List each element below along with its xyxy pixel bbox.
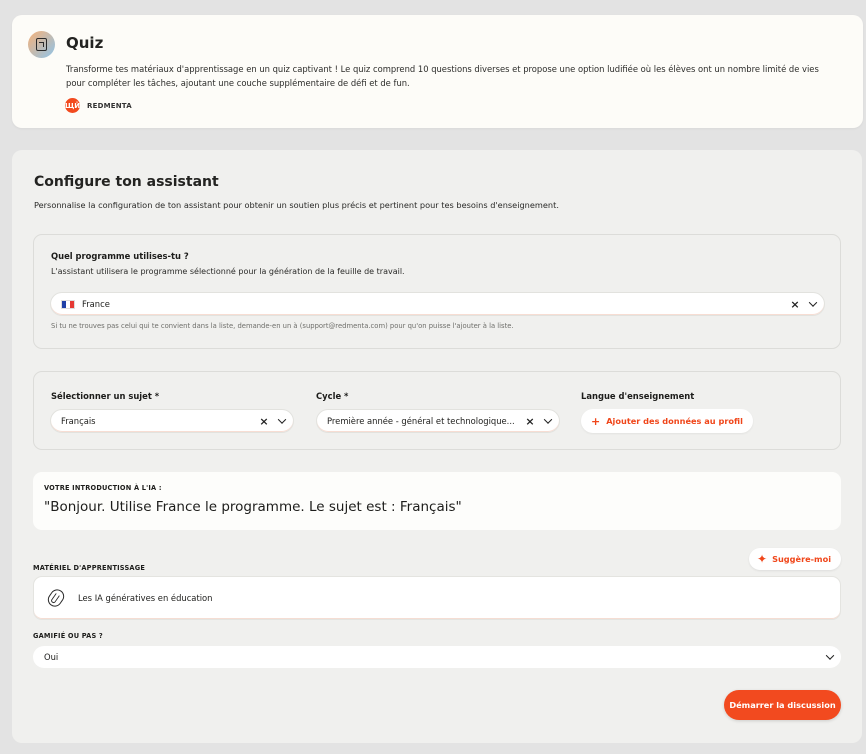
clear-icon[interactable]: × bbox=[790, 297, 800, 311]
config-title: Configure ton assistant bbox=[34, 174, 219, 190]
gamify-selected-value: Oui bbox=[44, 652, 59, 662]
add-profile-data-button[interactable] bbox=[581, 409, 753, 433]
chevron-down-icon[interactable] bbox=[819, 646, 841, 668]
gamify-label: GAMIFIÉ OU PAS ? bbox=[33, 632, 103, 640]
chevron-down-icon[interactable] bbox=[537, 410, 559, 432]
france-flag-icon bbox=[61, 300, 75, 309]
chevron-down-icon[interactable] bbox=[802, 293, 824, 315]
material-label: MATÉRIEL D'APPRENTISSAGE bbox=[33, 564, 146, 572]
intro-card bbox=[33, 472, 841, 530]
cycle-label: Cycle * bbox=[316, 391, 349, 401]
material-input[interactable] bbox=[33, 576, 841, 620]
quiz-card bbox=[12, 15, 863, 128]
material-value: Les IA génératives en éducation bbox=[78, 593, 213, 603]
suggest-label: Suggère-moi bbox=[772, 554, 832, 564]
program-description: L'assistant utilisera le programme sélectionné pour la génération de la feuille de travail. bbox=[51, 267, 405, 276]
redmenta-logo-icon: ЩЙ bbox=[65, 98, 80, 113]
subject-label: Sélectionner un sujet * bbox=[51, 391, 160, 401]
chevron-down-icon[interactable] bbox=[271, 410, 293, 432]
program-selected-value: France bbox=[82, 299, 110, 309]
brand[interactable] bbox=[65, 98, 132, 113]
paperclip-icon[interactable] bbox=[45, 587, 67, 610]
program-select[interactable] bbox=[50, 292, 825, 316]
subject-section bbox=[33, 371, 841, 450]
program-hint: Si tu ne trouves pas celui qui te convient dans la liste, demande-en un à (support@redmenta.com) pour qu'on puisse l'ajouter à la liste. bbox=[51, 322, 514, 330]
start-discussion-button[interactable]: Démarrer la discussion bbox=[724, 690, 841, 720]
language-label: Langue d'enseignement bbox=[581, 391, 695, 401]
program-section bbox=[33, 234, 841, 349]
subject-select[interactable] bbox=[50, 409, 294, 433]
quiz-description: Transforme tes matériaux d'apprentissage en un quiz captivant ! Le quiz comprend 10 questions diverses et propose une option ludifiée où les élèves ont un nombre limité de vies pour compléter les tâches, ajoutant une couche supplémentaire de défi et de fun. bbox=[66, 64, 819, 88]
add-profile-data-label: Ajouter des données au profil bbox=[606, 416, 743, 426]
clear-icon[interactable]: × bbox=[525, 414, 535, 428]
subject-selected-value: Français bbox=[61, 416, 96, 426]
sparkle-icon: ✦ bbox=[757, 552, 768, 566]
quiz-icon bbox=[28, 31, 55, 58]
config-panel bbox=[12, 150, 862, 743]
intro-text: "Bonjour. Utilise France le programme. Le sujet est : Français" bbox=[44, 499, 462, 515]
config-subtitle: Personnalise la configuration de ton assistant pour obtenir un soutien plus précis et pertinent pour tes besoins d'enseignement. bbox=[34, 200, 559, 210]
cycle-select[interactable] bbox=[316, 409, 560, 433]
gamify-select[interactable] bbox=[33, 646, 841, 668]
intro-label: VOTRE INTRODUCTION À L'IA : bbox=[44, 484, 162, 492]
program-label: Quel programme utilises-tu ? bbox=[51, 251, 189, 261]
clear-icon[interactable]: × bbox=[259, 414, 269, 428]
quiz-title: Quiz bbox=[66, 34, 104, 52]
cycle-selected-value: Première année - général et technologique... bbox=[327, 416, 515, 426]
suggest-button[interactable] bbox=[749, 548, 841, 570]
brand-name: REDMENTA bbox=[87, 101, 132, 110]
plus-icon: + bbox=[591, 414, 601, 428]
